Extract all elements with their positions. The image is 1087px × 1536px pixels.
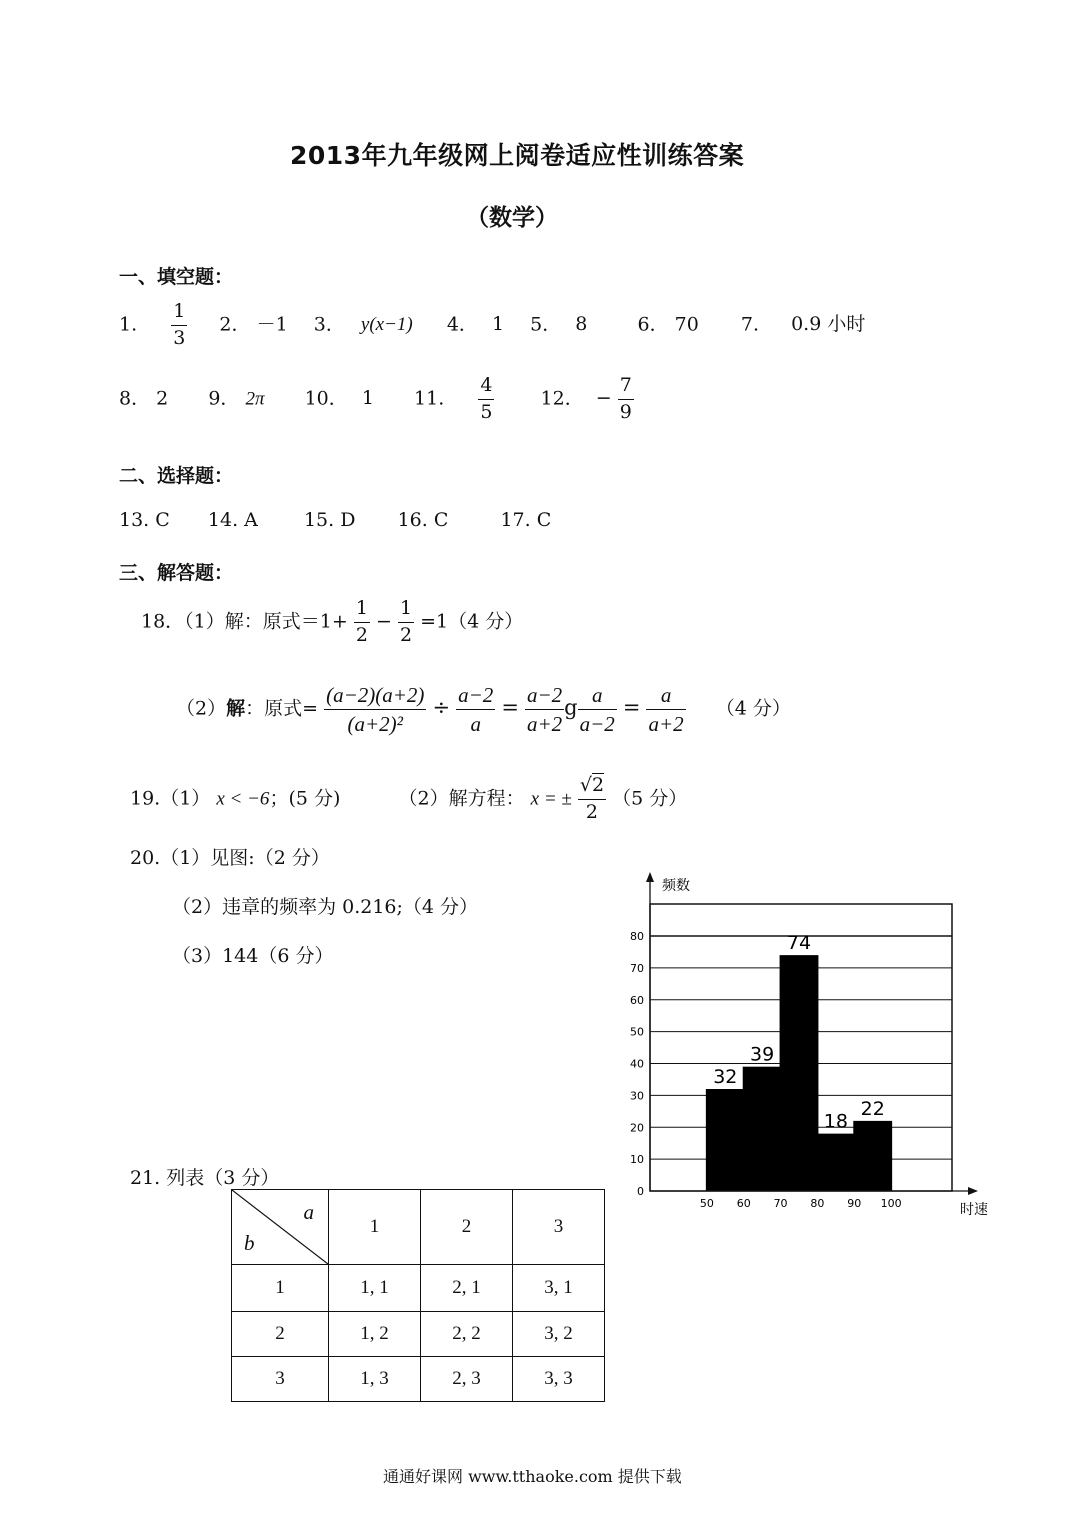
table-cell: 1, 1 [329, 1265, 421, 1312]
q19-part1-label: 19.（1） [130, 787, 211, 810]
y-tick-label: 0 [637, 1185, 644, 1198]
outcome-table [231, 1189, 605, 1402]
q6-number: 6． [637, 313, 669, 336]
bar-value-label: 18 [823, 1110, 848, 1133]
q18-2-score: （4 分） [715, 697, 791, 720]
q8-number: 8． [119, 387, 151, 410]
choice-answer: 16. C [397, 509, 449, 531]
q19 [130, 775, 687, 824]
x-tick-label: 90 [847, 1197, 862, 1210]
table-row [232, 1265, 605, 1312]
y-tick-label: 40 [630, 1057, 644, 1071]
q18-part1 [141, 598, 523, 647]
table-cell: 1, 3 [329, 1357, 421, 1402]
x-tick-label: 50 [699, 1197, 714, 1210]
q6-answer: 70 [674, 313, 699, 336]
q18-2-fraction-5: $\frac{a}{a+2}$ [648, 683, 684, 737]
q8-answer: 2 [156, 387, 169, 410]
q18-minus: − [375, 610, 392, 633]
q12-number: 12． [540, 387, 584, 410]
x-tick-label: 80 [810, 1197, 825, 1210]
table-header-cell: 2 [421, 1190, 513, 1265]
bar-value-label: 39 [750, 1043, 775, 1066]
q18-2-dot-glyph: g [564, 695, 578, 720]
sqrt-icon: √ [579, 774, 592, 796]
q12-answer-sign: − [595, 387, 612, 410]
q1-answer-fraction: $\frac{1}{3}$ [173, 300, 186, 349]
q9-number: 9． [208, 387, 240, 410]
q18-part2-jie: 解 [226, 697, 246, 720]
q4-number: 4． [446, 313, 478, 336]
q19-part2-label: （2）解方程： [398, 787, 525, 810]
x-axis-title: 时速 [960, 1202, 988, 1218]
choice-answers [119, 509, 551, 531]
y-axis-arrow-icon [646, 872, 654, 882]
q18-2-fraction-4: $\frac{a}{a-2}$ [579, 683, 615, 737]
q18-part1-prefix: 18．（1）解：原式＝1+ [141, 610, 348, 633]
y-tick-label: 60 [630, 993, 644, 1007]
q18-2-fraction-1: $\frac{(a-2)(a+2)}{\text{(a+2)²}}$ [326, 683, 425, 737]
q21-label: 21. 列表（3 分） [130, 1167, 280, 1189]
table-cell: 3, 3 [513, 1357, 605, 1402]
y-axis-title: 频数 [662, 878, 690, 894]
q18-2-fraction-3: $\frac{a-2}{a+2}$ [526, 683, 563, 737]
q3-number: 3． [313, 313, 345, 336]
q18-part1-suffix: =1（4 分） [420, 610, 524, 633]
q18-2-equals-2: = [622, 695, 641, 720]
y-tick-label: 50 [630, 1025, 644, 1039]
bar-value-label: 22 [860, 1097, 885, 1120]
histogram-bar [706, 1089, 745, 1191]
y-tick-label: 70 [630, 961, 644, 975]
histogram-bar [816, 1134, 855, 1191]
q18-part2 [176, 683, 791, 736]
page-footer: 通通好课网 www.tthaoke.com 提供下载 [383, 1467, 682, 1486]
q20-line-2: （2）违章的频率为 0.216;（4 分） [172, 896, 479, 918]
table-header-cell: 1 [329, 1190, 421, 1265]
q19-part1-score: ；(5 分) [269, 787, 341, 810]
table-cell: 2, 1 [421, 1265, 513, 1312]
q4-answer: 1 [491, 313, 505, 336]
q19-part2-score: （5 分） [612, 787, 688, 810]
q2-answer: －1 [256, 313, 288, 336]
section-choice-heading: 二、选择题： [119, 465, 234, 487]
q11-answer-fraction: $\frac{4}{5}$ [480, 374, 493, 423]
histogram-bar [743, 1067, 782, 1191]
fill-in-row-2 [119, 375, 634, 424]
q19-root-value: 2 [591, 774, 605, 796]
q18-part2-colon: ：原式= [245, 697, 319, 720]
y-tick-label: 10 [630, 1153, 644, 1167]
bar-value-label: 32 [713, 1066, 738, 1088]
x-tick-label: 60 [736, 1197, 751, 1210]
table-corner-cell [232, 1190, 329, 1265]
choice-answer: 13. C [119, 509, 170, 531]
x-tick-label: 70 [773, 1197, 788, 1210]
q10-answer: 1 [361, 387, 374, 410]
q5-answer: 8 [575, 313, 588, 336]
q2-number: 2． [219, 313, 251, 336]
q18-fraction-1: $\frac{1}{2}$ [355, 597, 368, 646]
table-cell: 2, 2 [421, 1312, 513, 1357]
q19-root-fraction: $\frac{√2}{2}$ [579, 774, 605, 823]
q18-2-divide: ÷ [432, 695, 451, 720]
q18-2-fraction-2: $\frac{a-2}{a}$ [458, 683, 494, 737]
q11-number: 11. [414, 387, 445, 410]
q10-number: 10． [304, 387, 348, 410]
y-tick-label: 30 [630, 1089, 644, 1103]
q19-inequality: x < −6 [216, 788, 270, 810]
q3-answer: y(x−1) [360, 314, 413, 336]
q20-line-3: （3）144（6 分） [172, 945, 334, 967]
table-cell: 3, 2 [513, 1312, 605, 1357]
q7-answer: 0.9 小时 [791, 313, 866, 336]
x-axis-arrow-icon [968, 1187, 978, 1195]
choice-answer: 17. C [500, 509, 552, 531]
q7-number: 7. [740, 313, 760, 336]
q5-number: 5． [530, 313, 562, 336]
q19-x-equals: x = ± [530, 788, 572, 810]
table-cell: 1, 2 [329, 1312, 421, 1357]
q12-answer-fraction: $\frac{7}{9}$ [619, 374, 632, 423]
y-tick-label: 80 [630, 930, 644, 943]
table-row-header: 2 [232, 1312, 329, 1357]
choice-answer: 15. D [303, 509, 356, 531]
q20-line-1: 20.（1）见图:（2 分） [130, 847, 330, 869]
x-tick-label: 100 [880, 1197, 902, 1210]
table-header-cell: 3 [513, 1190, 605, 1265]
q1-number: 1. [119, 313, 138, 336]
page-subtitle: （数学） [466, 205, 558, 231]
q18-part2-lead: （2） [176, 697, 227, 720]
section-solve-heading: 三、解答题： [119, 562, 234, 584]
q18-2-equals-1: = [501, 695, 519, 720]
q9-answer: 2π [245, 388, 265, 410]
table-header-row [232, 1190, 605, 1265]
corner-label-a: a [303, 1200, 314, 1224]
table-cell: 3, 1 [513, 1265, 605, 1312]
table-row-header: 3 [232, 1357, 329, 1402]
page-title: 2013年九年级网上阅卷适应性训练答案 [290, 141, 745, 170]
table-cell: 2, 3 [421, 1357, 513, 1402]
table-row-header: 1 [232, 1265, 329, 1312]
table-row [232, 1357, 605, 1402]
corner-label-b: b [244, 1231, 255, 1255]
table-row [232, 1312, 605, 1357]
bar-value-label: 74 [786, 932, 812, 955]
q18-fraction-2: $\frac{1}{2}$ [399, 597, 413, 646]
choice-answer: 14. A [207, 509, 258, 531]
histogram-bar [780, 955, 819, 1191]
y-tick-label: 20 [630, 1121, 644, 1135]
histogram-bar [853, 1121, 892, 1191]
speed-frequency-histogram [600, 862, 1020, 1232]
fill-in-row-1 [119, 301, 865, 350]
section-fill-in-heading: 一、填空题： [119, 266, 234, 288]
